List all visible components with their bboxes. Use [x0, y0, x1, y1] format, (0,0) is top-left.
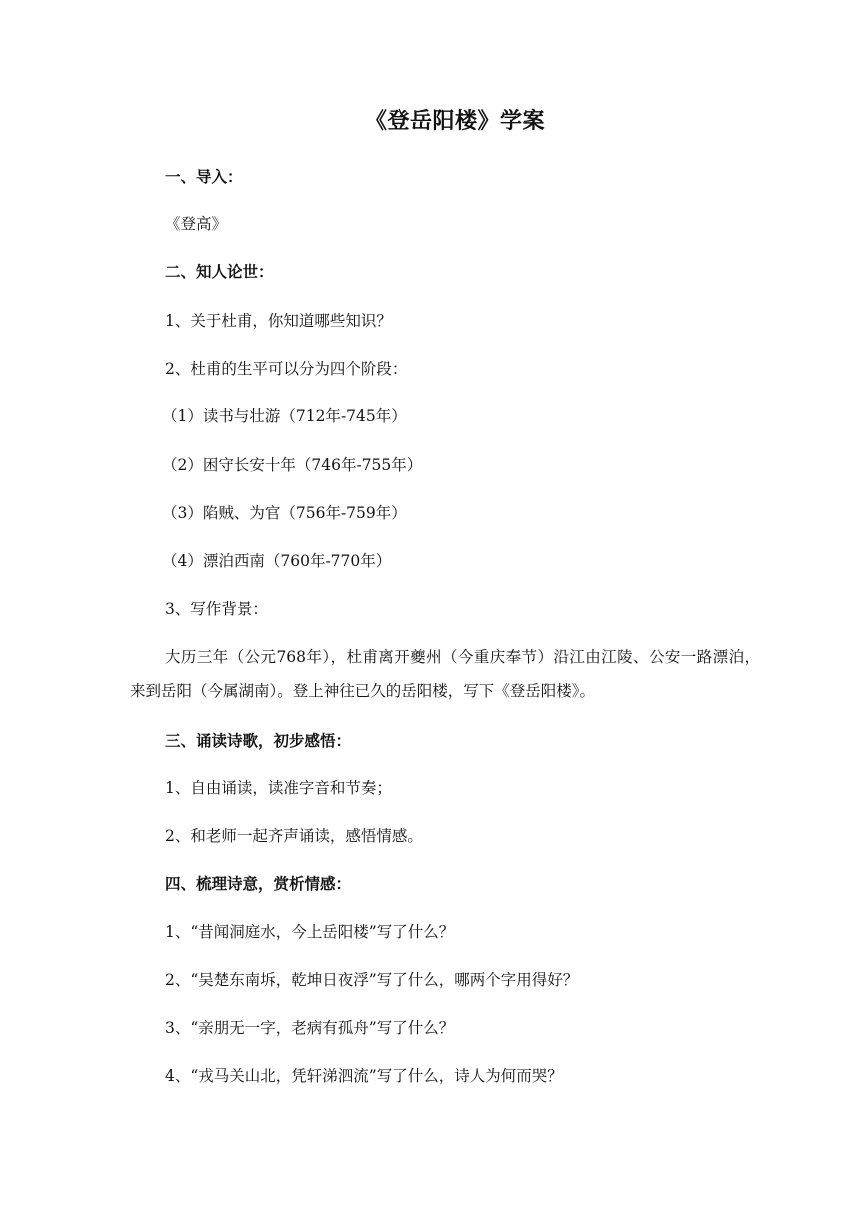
section-heading-intro: 一、导入：: [165, 167, 243, 186]
document-title: 《登岳阳楼》学案: [364, 108, 545, 134]
question-item: 3、“亲朋无一字，老病有孤舟”写了什么？: [165, 1019, 455, 1037]
section-item: 3、写作背景：: [165, 600, 268, 618]
question-item: 1、“昔闻洞庭水，今上岳阳楼”写了什么？: [165, 923, 455, 941]
question-item: 4、“戎马关山北，凭轩涕泗流”写了什么，诗人为何而哭？: [165, 1067, 563, 1085]
life-stage-item: （4）漂泊西南（760年-770年）: [162, 552, 392, 570]
section-heading-analysis: 四、梳理诗意，赏析情感：: [165, 874, 352, 893]
life-stage-item: （1）读书与壮游（712年-745年）: [162, 407, 407, 425]
section-item: 2、和老师一起齐声诵读，感悟情感。: [165, 827, 423, 845]
section-item: 1、关于杜甫，你知道哪些知识？: [165, 312, 392, 330]
section-item: 《登高》: [165, 215, 228, 233]
life-stage-item: （2）困守长安十年（746年-755年）: [162, 456, 423, 474]
section-item: 2、杜甫的生平可以分为四个阶段：: [165, 360, 408, 378]
writing-background-paragraph: 大历三年（公元768年），杜甫离开夔州（今重庆奉节）沿江由江陵、公安一路漂泊，来到岳阳（今属湖南）。登上神往已久的岳阳楼，写下《登岳阳楼》。: [130, 648, 760, 700]
question-item: 2、“吴楚东南坼，乾坤日夜浮”写了什么，哪两个字用得好？: [165, 971, 579, 989]
section-heading-background: 二、知人论世：: [165, 262, 274, 281]
life-stage-item: （3）陷贼、为官（756年-759年）: [162, 504, 407, 522]
section-item: 1、自由诵读，读准字音和节奏；: [165, 779, 392, 797]
section-heading-reading: 三、诵读诗歌，初步感悟：: [165, 731, 352, 750]
